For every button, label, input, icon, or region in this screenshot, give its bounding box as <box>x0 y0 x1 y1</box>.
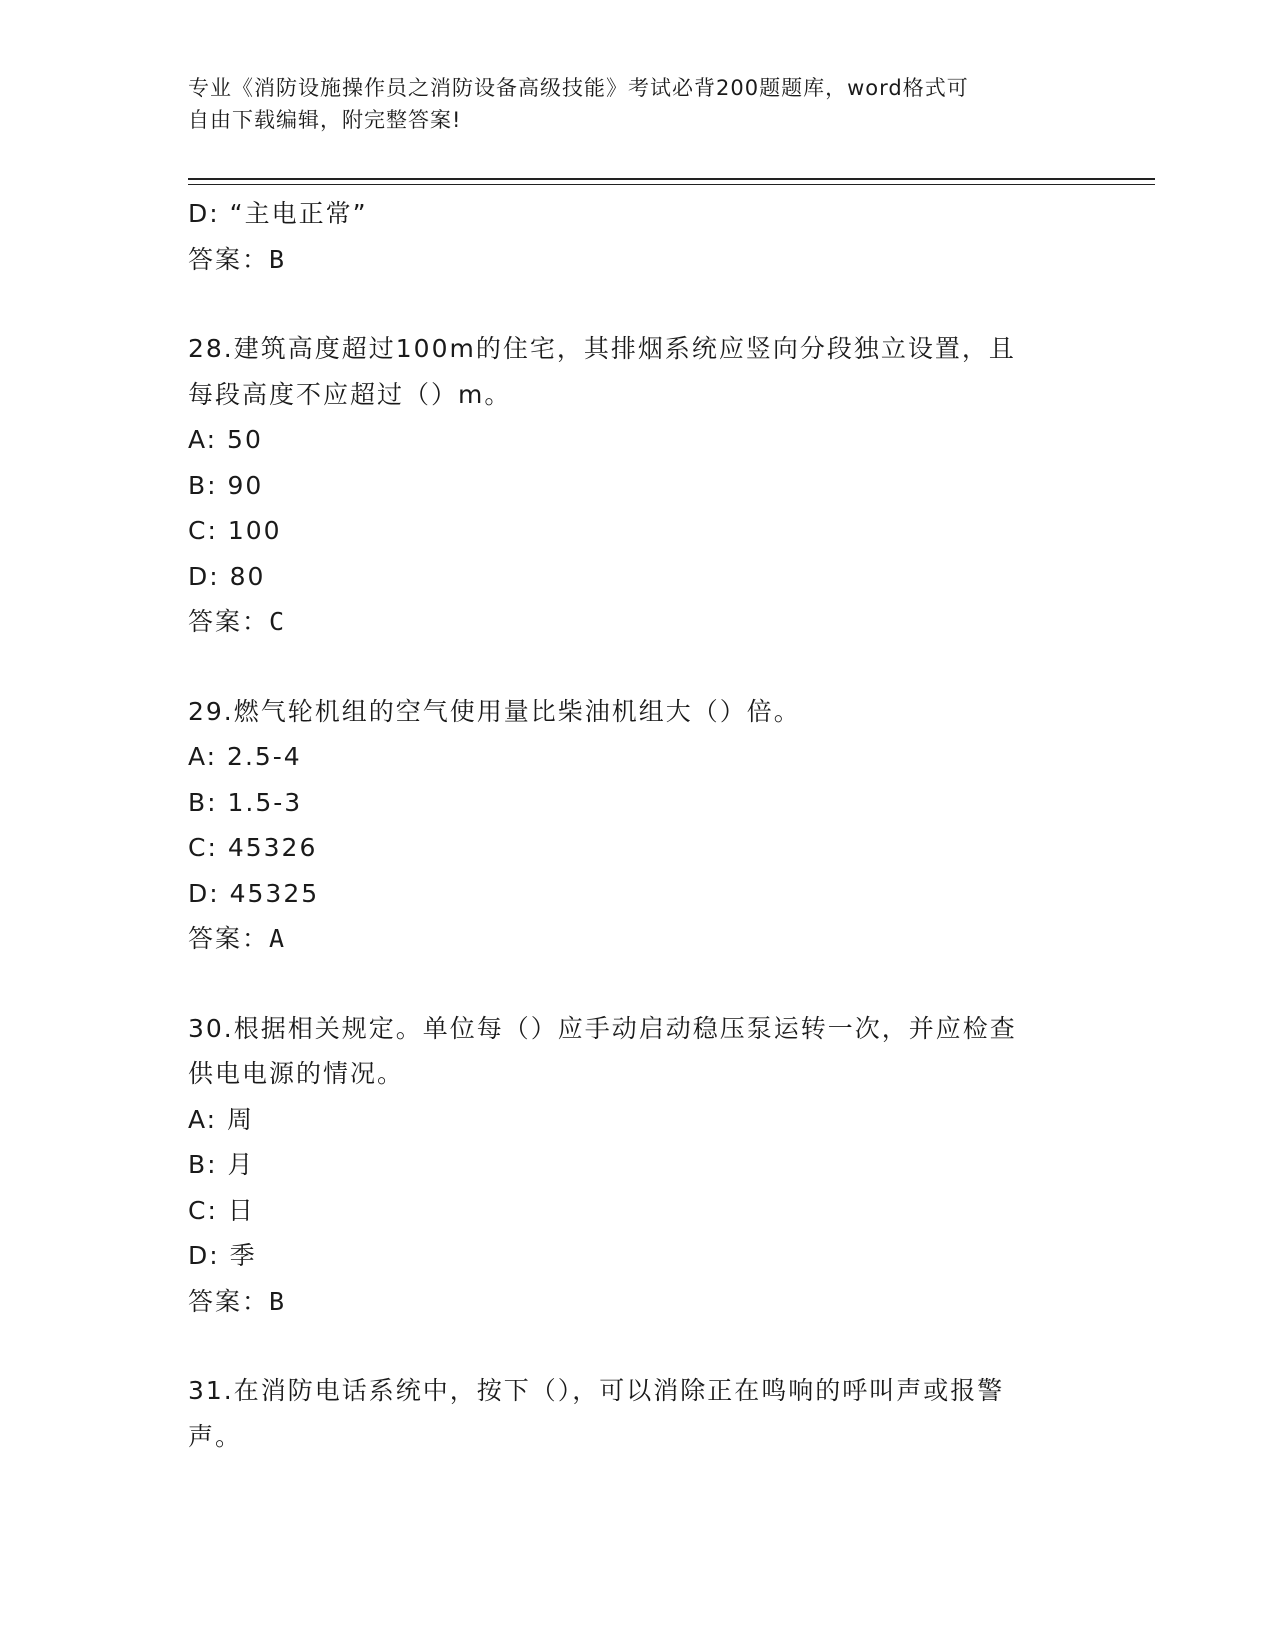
option-b: B: 月 <box>188 1150 255 1179</box>
answer: 答案：C <box>188 607 287 636</box>
question-30 <box>188 1006 1088 1325</box>
option-b: B: 90 <box>188 470 264 500</box>
option-c: C: 45326 <box>188 833 318 862</box>
option-a: A: 50 <box>188 425 263 454</box>
question-text-line-2: 供电电源的情况。 <box>188 1059 405 1088</box>
answer: 答案：B <box>188 1286 287 1316</box>
question-list <box>188 191 1088 1459</box>
question-27-tail <box>188 191 1088 282</box>
page-header <box>188 72 1068 136</box>
header-line-1: 专业《消防设施操作员之消防设备高级技能》考试必背200题题库，word格式可 <box>188 76 969 100</box>
option-d: D: 45325 <box>188 878 320 908</box>
header-divider-thin <box>188 184 1155 185</box>
header-line-2: 自由下载编辑，附完整答案! <box>188 108 462 132</box>
option-a: A: 周 <box>188 1104 255 1134</box>
option-d: D: 80 <box>188 561 266 591</box>
option-d: D: “主电正常” <box>188 199 368 228</box>
header-divider-thick <box>188 178 1155 180</box>
option-c: C: 日 <box>188 1195 255 1225</box>
question-31 <box>188 1368 1088 1459</box>
answer: 答案：A <box>188 924 287 953</box>
option-c: C: 100 <box>188 516 282 545</box>
option-b: B: 1.5-3 <box>188 787 303 817</box>
question-text-line-1: 30.根据相关规定。单位每（）应手动启动稳压泵运转一次，并应检查 <box>188 1013 1017 1043</box>
question-29 <box>188 689 1088 962</box>
option-d: D: 季 <box>188 1241 257 1270</box>
question-text-line-1: 29.燃气轮机组的空气使用量比柴油机组大（）倍。 <box>188 696 801 726</box>
question-text-line-1: 28.建筑高度超过100m的住宅，其排烟系统应竖向分段独立设置，且 <box>188 334 1016 363</box>
answer: 答案：B <box>188 244 287 274</box>
question-28 <box>188 326 1088 645</box>
question-text-line-1: 31.在消防电话系统中，按下（），可以消除正在鸣响的呼叫声或报警 <box>188 1376 1005 1405</box>
question-text-line-2: 声。 <box>188 1421 243 1451</box>
question-text-line-2: 每段高度不应超过（）m。 <box>188 379 512 409</box>
option-a: A: 2.5-4 <box>188 742 302 771</box>
